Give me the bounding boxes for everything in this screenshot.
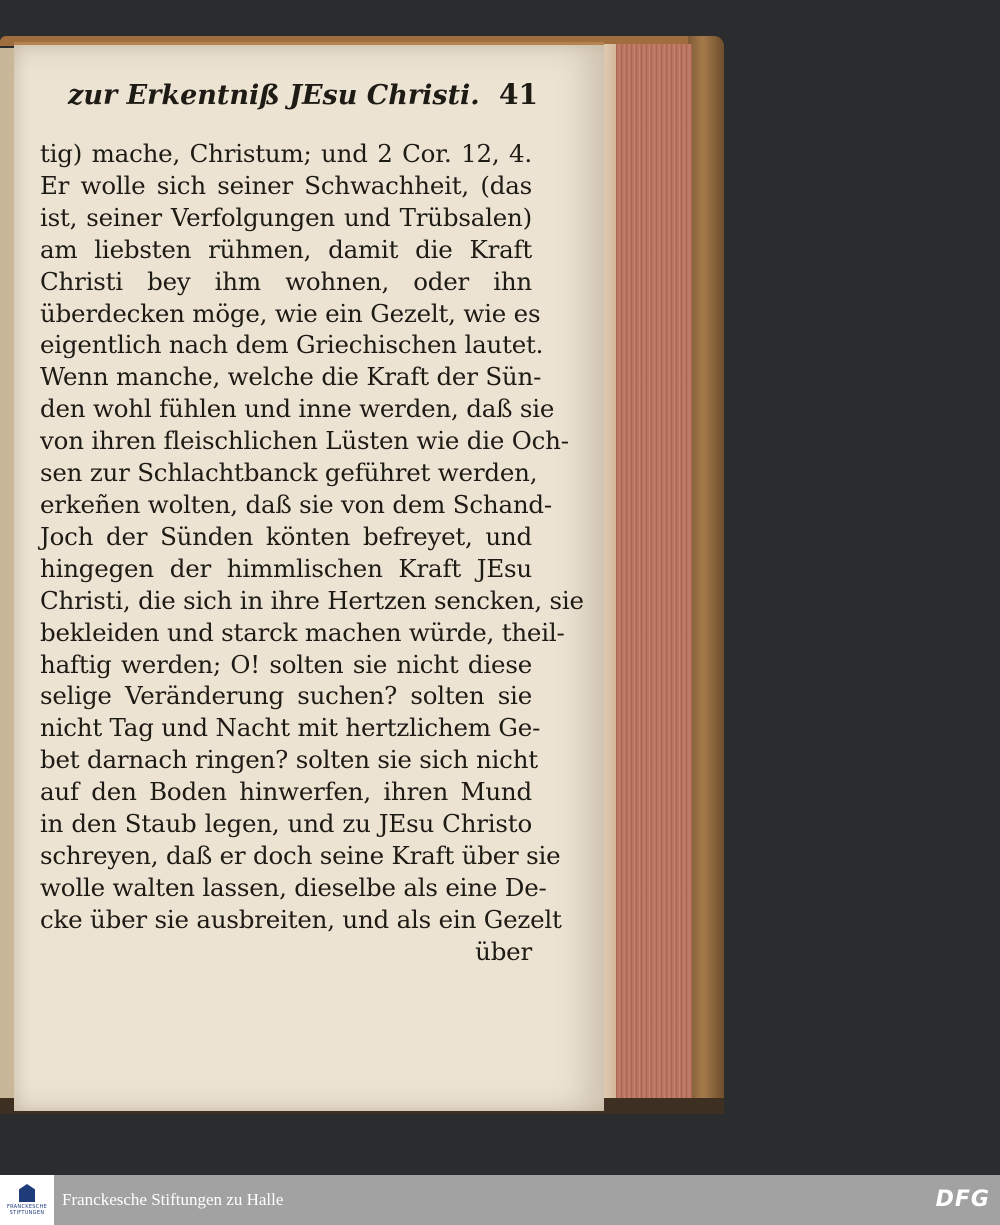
logo-text-line2: STIFTUNGEN	[9, 1210, 45, 1216]
franckesche-stiftungen-logo[interactable]	[0, 1175, 54, 1225]
text-line: Joch der Sünden könten befreyet, und	[40, 521, 532, 551]
text-line: in den Staub legen, und zu JEsu Christo	[40, 809, 532, 839]
text-line: nicht Tag und Nacht mit hertzlichem Ge-	[40, 713, 541, 743]
text-line: Christi, die sich in ihre Hertzen sencken, sie	[40, 585, 584, 615]
text-line: cke über sie ausbreiten, und als ein Gezelt	[40, 904, 562, 934]
page-text	[40, 78, 584, 968]
text-line: tig) mache, Christum; und 2 Cor. 12, 4.	[40, 139, 532, 168]
footer-bar	[0, 1175, 1000, 1225]
text-line: bet darnach ringen? solten sie sich nicht	[40, 745, 538, 775]
building-icon	[19, 1184, 35, 1202]
running-head-title: zur Erkentniß JEsu Christi.	[68, 80, 480, 111]
book-binding	[688, 36, 724, 1114]
text-line: hingegen der himmlischen Kraft JEsu	[40, 553, 532, 583]
text-line: eigentlich nach dem Griechischen lautet.	[40, 330, 544, 360]
running-head	[68, 78, 538, 124]
logo-text	[7, 1204, 47, 1216]
text-line: bekleiden und starck machen würde, theil-	[40, 617, 565, 647]
page-number: 41	[499, 78, 538, 111]
text-line: ist, seiner Verfolgungen und Trübsalen)	[40, 202, 532, 232]
dfg-logo[interactable]: DFG	[935, 1187, 990, 1212]
text-line: Er wolle sich seiner Schwachheit, (das	[40, 170, 532, 200]
text-line: Wenn manche, welche die Kraft der Sün-	[40, 362, 542, 392]
text-line: schreyen, daß er doch seine Kraft über sie	[40, 840, 561, 870]
text-line: von ihren fleischlichen Lüsten wie die Och-	[40, 426, 569, 456]
text-line: auf den Boden hinwerfen, ihren Mund	[40, 777, 532, 807]
catchword: über	[475, 936, 532, 966]
text-line: sen zur Schlachtbanck geführet werden,	[40, 458, 538, 488]
text-line: überdecken möge, wie ein Gezelt, wie es	[40, 298, 541, 328]
text-line: haftig werden; O! solten sie nicht diese	[40, 649, 532, 679]
text-line: erkeñen wolten, daß sie von dem Schand-	[40, 489, 552, 519]
text-line: Christi bey ihm wohnen, oder ihn	[40, 266, 532, 296]
logo-text-line1: FRANCKESCHE	[6, 1204, 48, 1210]
institution-label[interactable]: Franckesche Stiftungen zu Halle	[62, 1190, 284, 1209]
text-line: selige Veränderung suchen? solten sie	[40, 681, 532, 711]
text-line: am liebsten rühmen, damit die Kraft	[40, 234, 532, 264]
text-line: den wohl fühlen und inne werden, daß sie	[40, 394, 555, 424]
text-line: wolle walten lassen, dieselbe als eine De-	[40, 872, 547, 902]
